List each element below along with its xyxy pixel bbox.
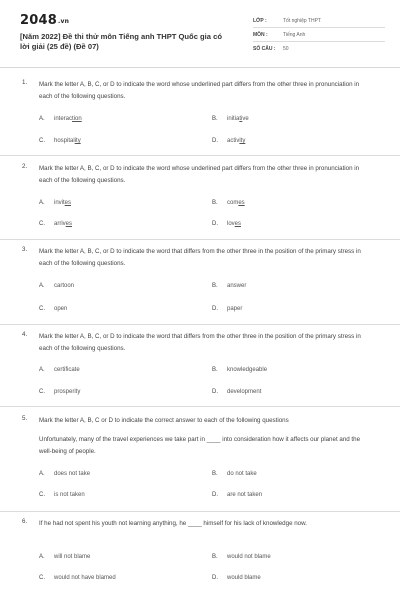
option-c[interactable]	[39, 306, 67, 312]
option-a[interactable]	[39, 200, 71, 206]
option-text: certificate	[54, 367, 80, 373]
question-divider	[0, 155, 400, 156]
question-number: 2.	[22, 163, 28, 170]
option-a[interactable]	[39, 471, 90, 477]
option-text: activ	[227, 138, 240, 144]
option-text: would blame	[227, 575, 261, 581]
option-letter: A.	[39, 283, 45, 289]
option-c[interactable]	[39, 389, 80, 395]
option-b[interactable]	[212, 116, 249, 122]
logo-suffix: .vn	[57, 18, 70, 25]
meta-value: Tốt nghiệp THPT	[283, 18, 321, 24]
question-divider	[0, 324, 400, 325]
question-divider	[0, 511, 400, 512]
option-text: com	[227, 200, 239, 206]
meta-row-subject	[253, 28, 385, 42]
option-letter: C.	[39, 306, 45, 312]
question-number: 5.	[22, 415, 28, 422]
question-text: Mark the letter A, B, C, or D to indicate the word whose underlined part differs from the other three in pronunciation in each of the following questions.	[39, 165, 360, 184]
option-text: lov	[227, 221, 235, 227]
question-divider	[0, 239, 400, 240]
question-text: Mark the letter A, B, C, or D to indicate the word whose underlined part differs from the other three in pronunciation in each of the following questions.	[39, 81, 360, 100]
question-text: Mark the letter A, B, C, or D to indicate the word that differs from the other three in the position of the primary stress in each of the following questions.	[39, 248, 361, 267]
question-stem: Unfortunately, many of the travel experiences we take part in ____ into consideration how it affects our planet and the well-being of people.	[39, 436, 361, 455]
question-number: 6.	[22, 518, 28, 525]
option-underlined: es	[234, 221, 242, 227]
option-text: would not blame	[227, 554, 271, 560]
question-divider	[0, 406, 400, 407]
document-header	[0, 0, 400, 68]
option-a[interactable]	[39, 116, 82, 122]
document-title: [Năm 2022] Đề thi thử môn Tiếng anh THPT Quốc gia có lời giải (25 đề) (Đề 07)	[20, 32, 222, 51]
option-text: does not take	[54, 471, 91, 477]
option-letter: D.	[212, 575, 218, 581]
option-text: paper	[227, 306, 243, 312]
option-underlined: es	[238, 200, 245, 206]
option-text: initia	[227, 116, 240, 122]
question-number: 1.	[22, 79, 28, 86]
option-b[interactable]	[212, 367, 267, 373]
option-a[interactable]	[39, 367, 80, 373]
option-b[interactable]	[212, 283, 246, 289]
option-letter: B.	[212, 283, 218, 289]
meta-row-class	[253, 14, 385, 28]
option-letter: C.	[39, 389, 45, 395]
question-number: 4.	[22, 331, 28, 338]
option-c[interactable]	[39, 575, 116, 581]
option-letter: B.	[212, 554, 218, 560]
option-letter: C.	[39, 138, 45, 144]
option-letter: D.	[212, 221, 218, 227]
option-text: open	[54, 306, 68, 312]
option-letter: C.	[39, 221, 45, 227]
option-text: development	[227, 389, 262, 395]
option-text-end: ve	[242, 116, 249, 122]
option-underlined: ti	[239, 116, 243, 122]
option-letter: A.	[39, 116, 45, 122]
option-text: would not have blamed	[54, 575, 116, 581]
option-letter: B.	[212, 367, 218, 373]
question-text: Mark the letter A, B, C or D to indicate the correct answer to each of the following questions	[39, 417, 289, 424]
option-c[interactable]	[39, 492, 85, 498]
option-a[interactable]	[39, 554, 90, 560]
option-text: prosperity	[54, 389, 81, 395]
option-b[interactable]	[212, 471, 257, 477]
question-number: 3.	[22, 246, 28, 253]
option-underlined: es	[64, 200, 72, 206]
option-d[interactable]	[212, 221, 241, 227]
option-letter: B.	[212, 471, 218, 477]
option-text: arriv	[54, 221, 66, 227]
option-d[interactable]	[212, 306, 242, 312]
meta-value: Tiếng Anh	[283, 32, 306, 38]
meta-row-count	[253, 42, 385, 56]
option-text: do not take	[227, 471, 257, 477]
option-text: knowledgeable	[227, 367, 268, 373]
option-letter: B.	[212, 116, 218, 122]
option-letter: D.	[212, 306, 218, 312]
option-letter: D.	[212, 389, 218, 395]
option-b[interactable]	[212, 200, 245, 206]
option-d[interactable]	[212, 389, 261, 395]
option-letter: A.	[39, 200, 45, 206]
logo-text: 2048	[20, 13, 57, 28]
option-a[interactable]	[39, 283, 74, 289]
meta-key: SỐ CÂU :	[253, 46, 276, 52]
option-underlined: es	[65, 221, 73, 227]
option-letter: D.	[212, 492, 218, 498]
option-d[interactable]	[212, 138, 245, 144]
option-letter: A.	[39, 554, 45, 560]
option-letter: D.	[212, 138, 218, 144]
option-text: invit	[54, 200, 65, 206]
option-text: are not taken	[227, 492, 263, 498]
question-text: Mark the letter A, B, C, or D to indicate the word that differs from the other three in the position of the primary stress in each of the following questions.	[39, 333, 361, 352]
meta-key: LỚP :	[253, 18, 267, 24]
option-letter: A.	[39, 471, 45, 477]
option-text: cartoon	[54, 283, 75, 289]
option-c[interactable]	[39, 138, 81, 144]
meta-key: MÔN :	[253, 32, 268, 38]
option-letter: C.	[39, 575, 45, 581]
option-underlined: ity	[74, 138, 81, 144]
option-b[interactable]	[212, 554, 271, 560]
option-text: is not taken	[54, 492, 85, 498]
site-logo[interactable]	[20, 13, 69, 28]
question-text: If he had not spent his youth not learning anything, he ____ himself for his lack of knowledge now.	[39, 520, 307, 527]
option-letter: B.	[212, 200, 218, 206]
option-text: will not blame	[54, 554, 91, 560]
option-text: answer	[227, 283, 247, 289]
option-letter: A.	[39, 367, 45, 373]
meta-value: 50	[283, 46, 289, 52]
option-d[interactable]	[212, 575, 261, 581]
option-underlined: tion	[72, 116, 82, 122]
option-text: interac	[54, 116, 73, 122]
option-letter: C.	[39, 492, 45, 498]
option-c[interactable]	[39, 221, 72, 227]
option-text: hospital	[54, 138, 75, 144]
option-d[interactable]	[212, 492, 262, 498]
option-underlined: ity	[239, 138, 246, 144]
